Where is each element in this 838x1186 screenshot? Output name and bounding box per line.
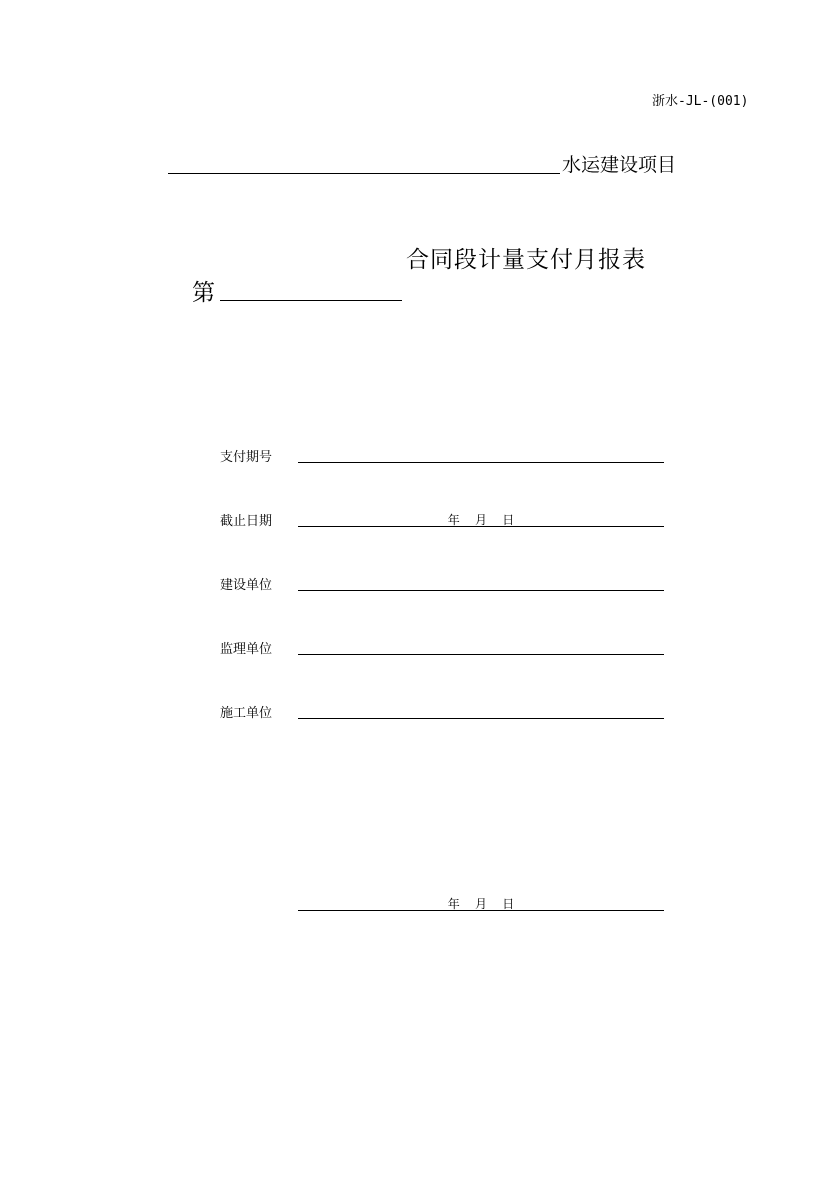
contract-section-blank[interactable] [220, 300, 402, 301]
project-name-blank[interactable] [168, 173, 560, 174]
project-label: 水运建设项目 [562, 154, 677, 176]
supervision-unit-label: 监理单位 [220, 642, 273, 657]
title-prefix: 第 [192, 280, 215, 306]
payment-period-field[interactable] [298, 462, 664, 463]
construction-owner-field[interactable] [298, 590, 664, 591]
supervision-unit-field[interactable] [298, 654, 664, 655]
deadline-date-value: 年 月 日 [447, 513, 515, 527]
signature-date-value: 年 月 日 [447, 897, 515, 911]
contractor-unit-field[interactable] [298, 718, 664, 719]
construction-owner-label: 建设单位 [220, 578, 273, 593]
signature-date-field[interactable] [298, 910, 664, 911]
form-code: 浙水-JL-(001) [652, 94, 749, 109]
deadline-date-field[interactable] [298, 526, 664, 527]
deadline-date-label: 截止日期 [220, 514, 273, 529]
contractor-unit-label: 施工单位 [220, 706, 273, 721]
report-title: 合同段计量支付月报表 [406, 247, 646, 273]
payment-period-label: 支付期号 [220, 450, 273, 465]
